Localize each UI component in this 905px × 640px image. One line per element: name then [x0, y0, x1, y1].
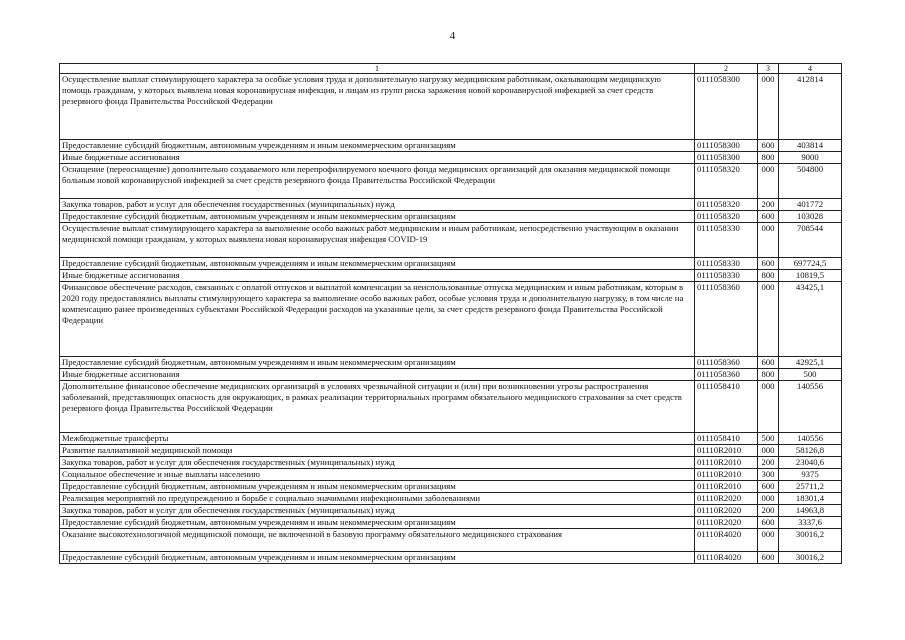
- row-code: 0111058320: [695, 211, 758, 223]
- row-description: Закупка товаров, работ и услуг для обеспечения государственных (муниципальных) нужд: [60, 199, 695, 211]
- row-description: Осуществление выплат стимулирующего характера за выполнение особо важных работ медицинским и иным работникам, непосредственно участвующим в оказании медицинской помощи гражданам, у которых выявлена новая коронавирусная инфекция COVID-19: [60, 223, 695, 258]
- header-col-3: 3: [758, 64, 779, 74]
- row-description: Реализация мероприятий по предупреждению и борьбе с социально значимыми инфекционными заболеваниями: [60, 493, 695, 505]
- row-amount: 14963,8: [779, 505, 842, 517]
- table-row: [60, 357, 842, 369]
- budget-table: [59, 63, 842, 564]
- table-row: [60, 481, 842, 493]
- row-amount: 30016,2: [779, 552, 842, 564]
- row-code: 0111058360: [695, 369, 758, 381]
- row-description: Предоставление субсидий бюджетным, автономным учреждениям и иным некоммерческим организациям: [60, 140, 695, 152]
- table-row: [60, 199, 842, 211]
- row-expense-type: 600: [758, 517, 779, 529]
- table-row: [60, 74, 842, 140]
- row-amount: 140556: [779, 433, 842, 445]
- row-code: 0111058330: [695, 223, 758, 258]
- row-expense-type: 300: [758, 469, 779, 481]
- row-description: Иные бюджетные ассигнования: [60, 369, 695, 381]
- row-description: Финансовое обеспечение расходов, связанных с оплатой отпусков и выплатой компенсации за неиспользованные отпуска медицинским и иным работникам, которым в 2020 году предоставлялись выплаты стимулирующего характера за выполнение особо важных работ, особые условия труда и дополнительную нагрузку, в том числе на компенсацию ранее произведенных субъектами Российской Федерации расходов на указанные цели, за счет средств резервного фонда Правительства Российской Федерации: [60, 282, 695, 357]
- row-code: 01110R2010: [695, 481, 758, 493]
- row-code: 01110R4020: [695, 552, 758, 564]
- row-description: Развитие паллиативной медицинской помощи: [60, 445, 695, 457]
- row-description: Предоставление субсидий бюджетным, автономным учреждениям и иным некоммерческим организациям: [60, 481, 695, 493]
- row-amount: 500: [779, 369, 842, 381]
- row-amount: 9000: [779, 152, 842, 164]
- row-expense-type: 000: [758, 445, 779, 457]
- table-row: [60, 164, 842, 199]
- row-amount: 9375: [779, 469, 842, 481]
- row-code: 01110R4020: [695, 529, 758, 552]
- row-expense-type: 600: [758, 357, 779, 369]
- row-description: Иные бюджетные ассигнования: [60, 270, 695, 282]
- header-col-2: 2: [695, 64, 758, 74]
- row-amount: 18301,4: [779, 493, 842, 505]
- row-amount: 43425,1: [779, 282, 842, 357]
- row-description: Иные бюджетные ассигнования: [60, 152, 695, 164]
- table-row: [60, 270, 842, 282]
- row-code: 01110R2020: [695, 505, 758, 517]
- row-description: Закупка товаров, работ и услуг для обеспечения государственных (муниципальных) нужд: [60, 505, 695, 517]
- table-row: [60, 517, 842, 529]
- row-amount: 697724,5: [779, 258, 842, 270]
- row-code: 0111058410: [695, 433, 758, 445]
- row-expense-type: 800: [758, 369, 779, 381]
- row-code: 0111058360: [695, 357, 758, 369]
- row-amount: 3337,6: [779, 517, 842, 529]
- table-row: [60, 433, 842, 445]
- header-col-1: 1: [60, 64, 695, 74]
- row-amount: 412814: [779, 74, 842, 140]
- row-code: 0111058330: [695, 270, 758, 282]
- row-description: Предоставление субсидий бюджетным, автономным учреждениям и иным некоммерческим организациям: [60, 517, 695, 529]
- table-row: [60, 505, 842, 517]
- row-expense-type: 200: [758, 505, 779, 517]
- row-expense-type: 000: [758, 74, 779, 140]
- row-code: 01110R2010: [695, 457, 758, 469]
- row-expense-type: 800: [758, 152, 779, 164]
- row-amount: 401772: [779, 199, 842, 211]
- table-row: [60, 493, 842, 505]
- row-amount: 103028: [779, 211, 842, 223]
- row-description: Закупка товаров, работ и услуг для обеспечения государственных (муниципальных) нужд: [60, 457, 695, 469]
- row-description: Оснащение (переоснащение) дополнительно создаваемого или перепрофилируемого коечного фонда медицинских организаций для оказания медицинской помощи больным новой коронавирусной инфекцией за счет средств резервного фонда Правительства Российской Федерации: [60, 164, 695, 199]
- page-number: 4: [449, 30, 456, 42]
- row-code: 0111058300: [695, 140, 758, 152]
- row-code: 01110R2010: [695, 469, 758, 481]
- table-row: [60, 445, 842, 457]
- table-row: [60, 457, 842, 469]
- row-code: 01110R2010: [695, 445, 758, 457]
- table-row: [60, 529, 842, 552]
- row-amount: 504800: [779, 164, 842, 199]
- row-expense-type: 000: [758, 282, 779, 357]
- row-code: 0111058300: [695, 74, 758, 140]
- row-amount: 10819,5: [779, 270, 842, 282]
- row-code: 0111058320: [695, 164, 758, 199]
- table-row: [60, 381, 842, 433]
- row-expense-type: 600: [758, 211, 779, 223]
- row-expense-type: 000: [758, 381, 779, 433]
- row-expense-type: 000: [758, 529, 779, 552]
- row-code: 0111058300: [695, 152, 758, 164]
- table-row: [60, 152, 842, 164]
- row-expense-type: 000: [758, 164, 779, 199]
- row-amount: 42925,1: [779, 357, 842, 369]
- row-amount: 23040,6: [779, 457, 842, 469]
- table-row: [60, 282, 842, 357]
- table-row: [60, 258, 842, 270]
- row-expense-type: 600: [758, 552, 779, 564]
- row-description: Предоставление субсидий бюджетным, автономным учреждениям и иным некоммерческим организациям: [60, 357, 695, 369]
- row-description: Социальное обеспечение и иные выплаты населению: [60, 469, 695, 481]
- row-description: Оказание высокотехнологичной медицинской помощи, не включенной в базовую программу обязательного медицинского страхования: [60, 529, 695, 552]
- row-expense-type: 000: [758, 223, 779, 258]
- row-amount: 58126,8: [779, 445, 842, 457]
- row-amount: 30016,2: [779, 529, 842, 552]
- table-row: [60, 469, 842, 481]
- row-code: 0111058320: [695, 199, 758, 211]
- row-expense-type: 600: [758, 481, 779, 493]
- row-description: Осуществление выплат стимулирующего характера за особые условия труда и дополнительную нагрузку медицинским работникам, оказывающим медицинскую помощь гражданам, у которых выявлена новая коронавирусная инфекция, и лицам из групп риска заражения новой коронавирусной инфекцией за счет средств резервного фонда Правительства Российской Федерации: [60, 74, 695, 140]
- row-amount: 708544: [779, 223, 842, 258]
- row-description: Дополнительное финансовое обеспечение медицинских организаций в условиях чрезвычайной ситуации и (или) при возникновении угрозы распространения заболеваний, представляющих опасность для окружающих, в рамках реализации территориальных программ обязательного медицинского страхования за счет средств резервного фонда Правительства Российской Федерации: [60, 381, 695, 433]
- row-expense-type: 200: [758, 199, 779, 211]
- row-expense-type: 600: [758, 258, 779, 270]
- row-code: 01110R2020: [695, 517, 758, 529]
- row-expense-type: 000: [758, 493, 779, 505]
- row-description: Предоставление субсидий бюджетным, автономным учреждениям и иным некоммерческим организациям: [60, 552, 695, 564]
- table-row: [60, 552, 842, 564]
- table-row: [60, 140, 842, 152]
- row-description: Межбюджетные трансферты: [60, 433, 695, 445]
- row-amount: 403814: [779, 140, 842, 152]
- row-code: 0111058360: [695, 282, 758, 357]
- row-expense-type: 800: [758, 270, 779, 282]
- table-row: [60, 223, 842, 258]
- row-expense-type: 200: [758, 457, 779, 469]
- table-row: [60, 211, 842, 223]
- row-description: Предоставление субсидий бюджетным, автономным учреждениям и иным некоммерческим организациям: [60, 211, 695, 223]
- row-expense-type: 500: [758, 433, 779, 445]
- row-description: Предоставление субсидий бюджетным, автономным учреждениям и иным некоммерческим организациям: [60, 258, 695, 270]
- table-row: [60, 369, 842, 381]
- row-code: 0111058410: [695, 381, 758, 433]
- row-amount: 25711,2: [779, 481, 842, 493]
- header-col-4: 4: [779, 64, 842, 74]
- row-expense-type: 600: [758, 140, 779, 152]
- row-code: 0111058330: [695, 258, 758, 270]
- row-code: 01110R2020: [695, 493, 758, 505]
- row-amount: 140556: [779, 381, 842, 433]
- table-header-row: [60, 64, 842, 74]
